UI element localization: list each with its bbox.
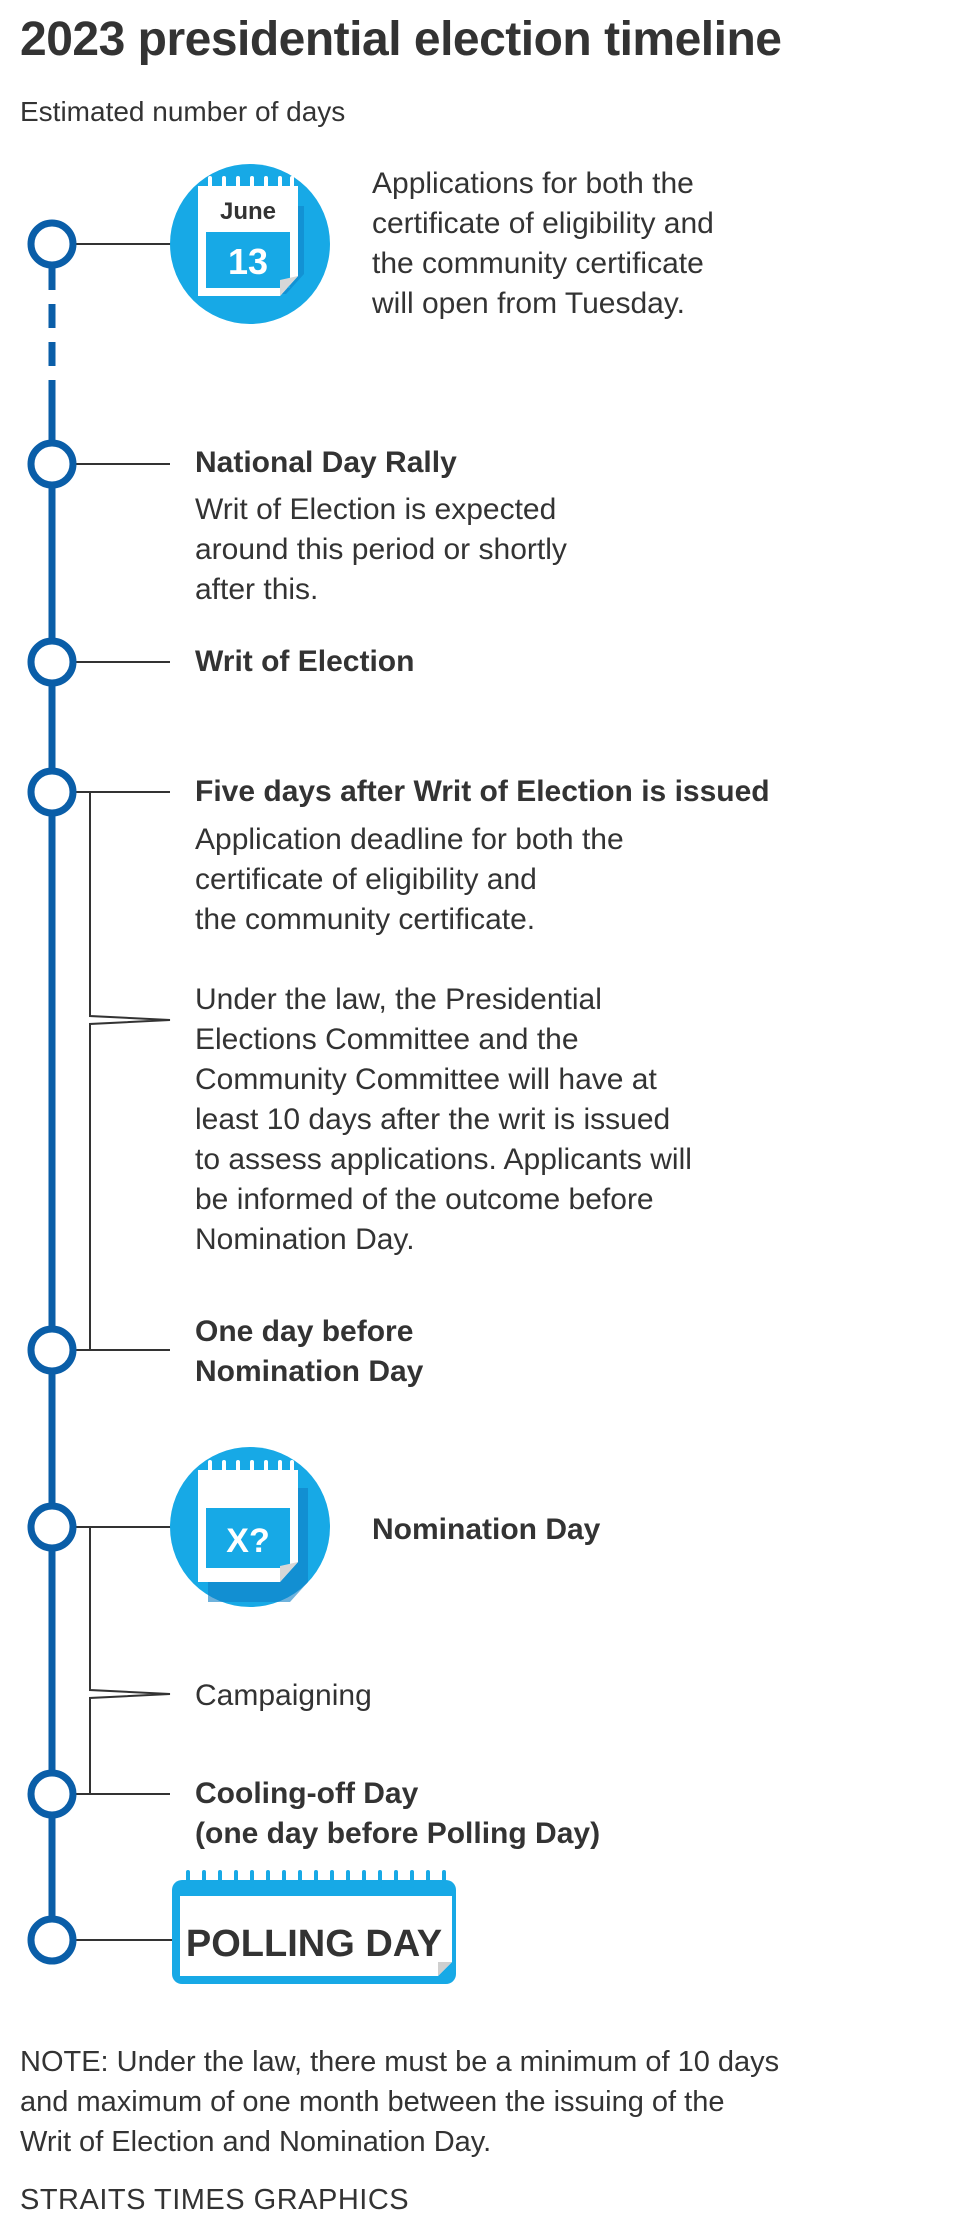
event-nomination-day-heading: Nomination Day <box>372 1513 601 1546</box>
page-subtitle: Estimated number of days <box>20 96 346 127</box>
event-writ-of-election-heading: Writ of Election <box>195 645 415 678</box>
source-credit: STRAITS TIMES GRAPHICS <box>20 2184 410 2216</box>
node-polling-day <box>31 1919 73 1961</box>
calendar-june-13-icon <box>170 164 330 324</box>
page-title: 2023 presidential election timeline <box>20 13 782 66</box>
node-nomination-day <box>31 1506 73 1548</box>
footnote: NOTE: Under the law, there must be a minimum of 10 days and maximum of one month between the issuing of the Writ of Election and Nomination Day. <box>20 2046 780 2158</box>
node-five-days-after <box>31 771 73 813</box>
event-one-day-before-heading: One day before Nomination Day <box>195 1315 424 1388</box>
campaigning-text: Campaigning <box>195 1679 372 1712</box>
calendar-nomination-icon <box>170 1447 330 1607</box>
node-june-13 <box>31 223 73 265</box>
assessment-period-text: Under the law, the Presidential Elections Committee and the Community Committee will have at least 10 days after the writ is issued to assess applications. Applicants will be informed of the outcome before Nomination Day. <box>195 983 692 1256</box>
calendar-month-label: June <box>219 198 277 225</box>
event-national-day-rally-text: Writ of Election is expected around this period or shortly after this. <box>195 493 567 606</box>
event-june-13-text: Applications for both the certificate of eligibility and the community certificate will open from Tuesday. <box>372 167 714 320</box>
polling-day-banner <box>172 1872 456 1984</box>
bracket-assessment <box>90 792 170 1350</box>
event-five-days-heading: Five days after Writ of Election is issued <box>195 775 770 808</box>
calendar-day-label: 13 <box>227 241 269 282</box>
node-national-day-rally <box>31 443 73 485</box>
connector-lines <box>75 244 172 1940</box>
bracket-campaigning <box>90 1527 170 1794</box>
calendar-unknown-day-label: X? <box>226 1522 270 1560</box>
event-cooling-off-heading: Cooling-off Day (one day before Polling Day) <box>195 1777 601 1850</box>
node-writ-of-election <box>31 641 73 683</box>
node-one-day-before <box>31 1329 73 1371</box>
node-cooling-off <box>31 1773 73 1815</box>
event-national-day-rally-heading: National Day Rally <box>195 446 457 479</box>
polling-day-label: POLLING DAY <box>185 1923 443 1965</box>
event-five-days-text: Application deadline for both the certificate of eligibility and the community certificate. <box>195 823 624 936</box>
